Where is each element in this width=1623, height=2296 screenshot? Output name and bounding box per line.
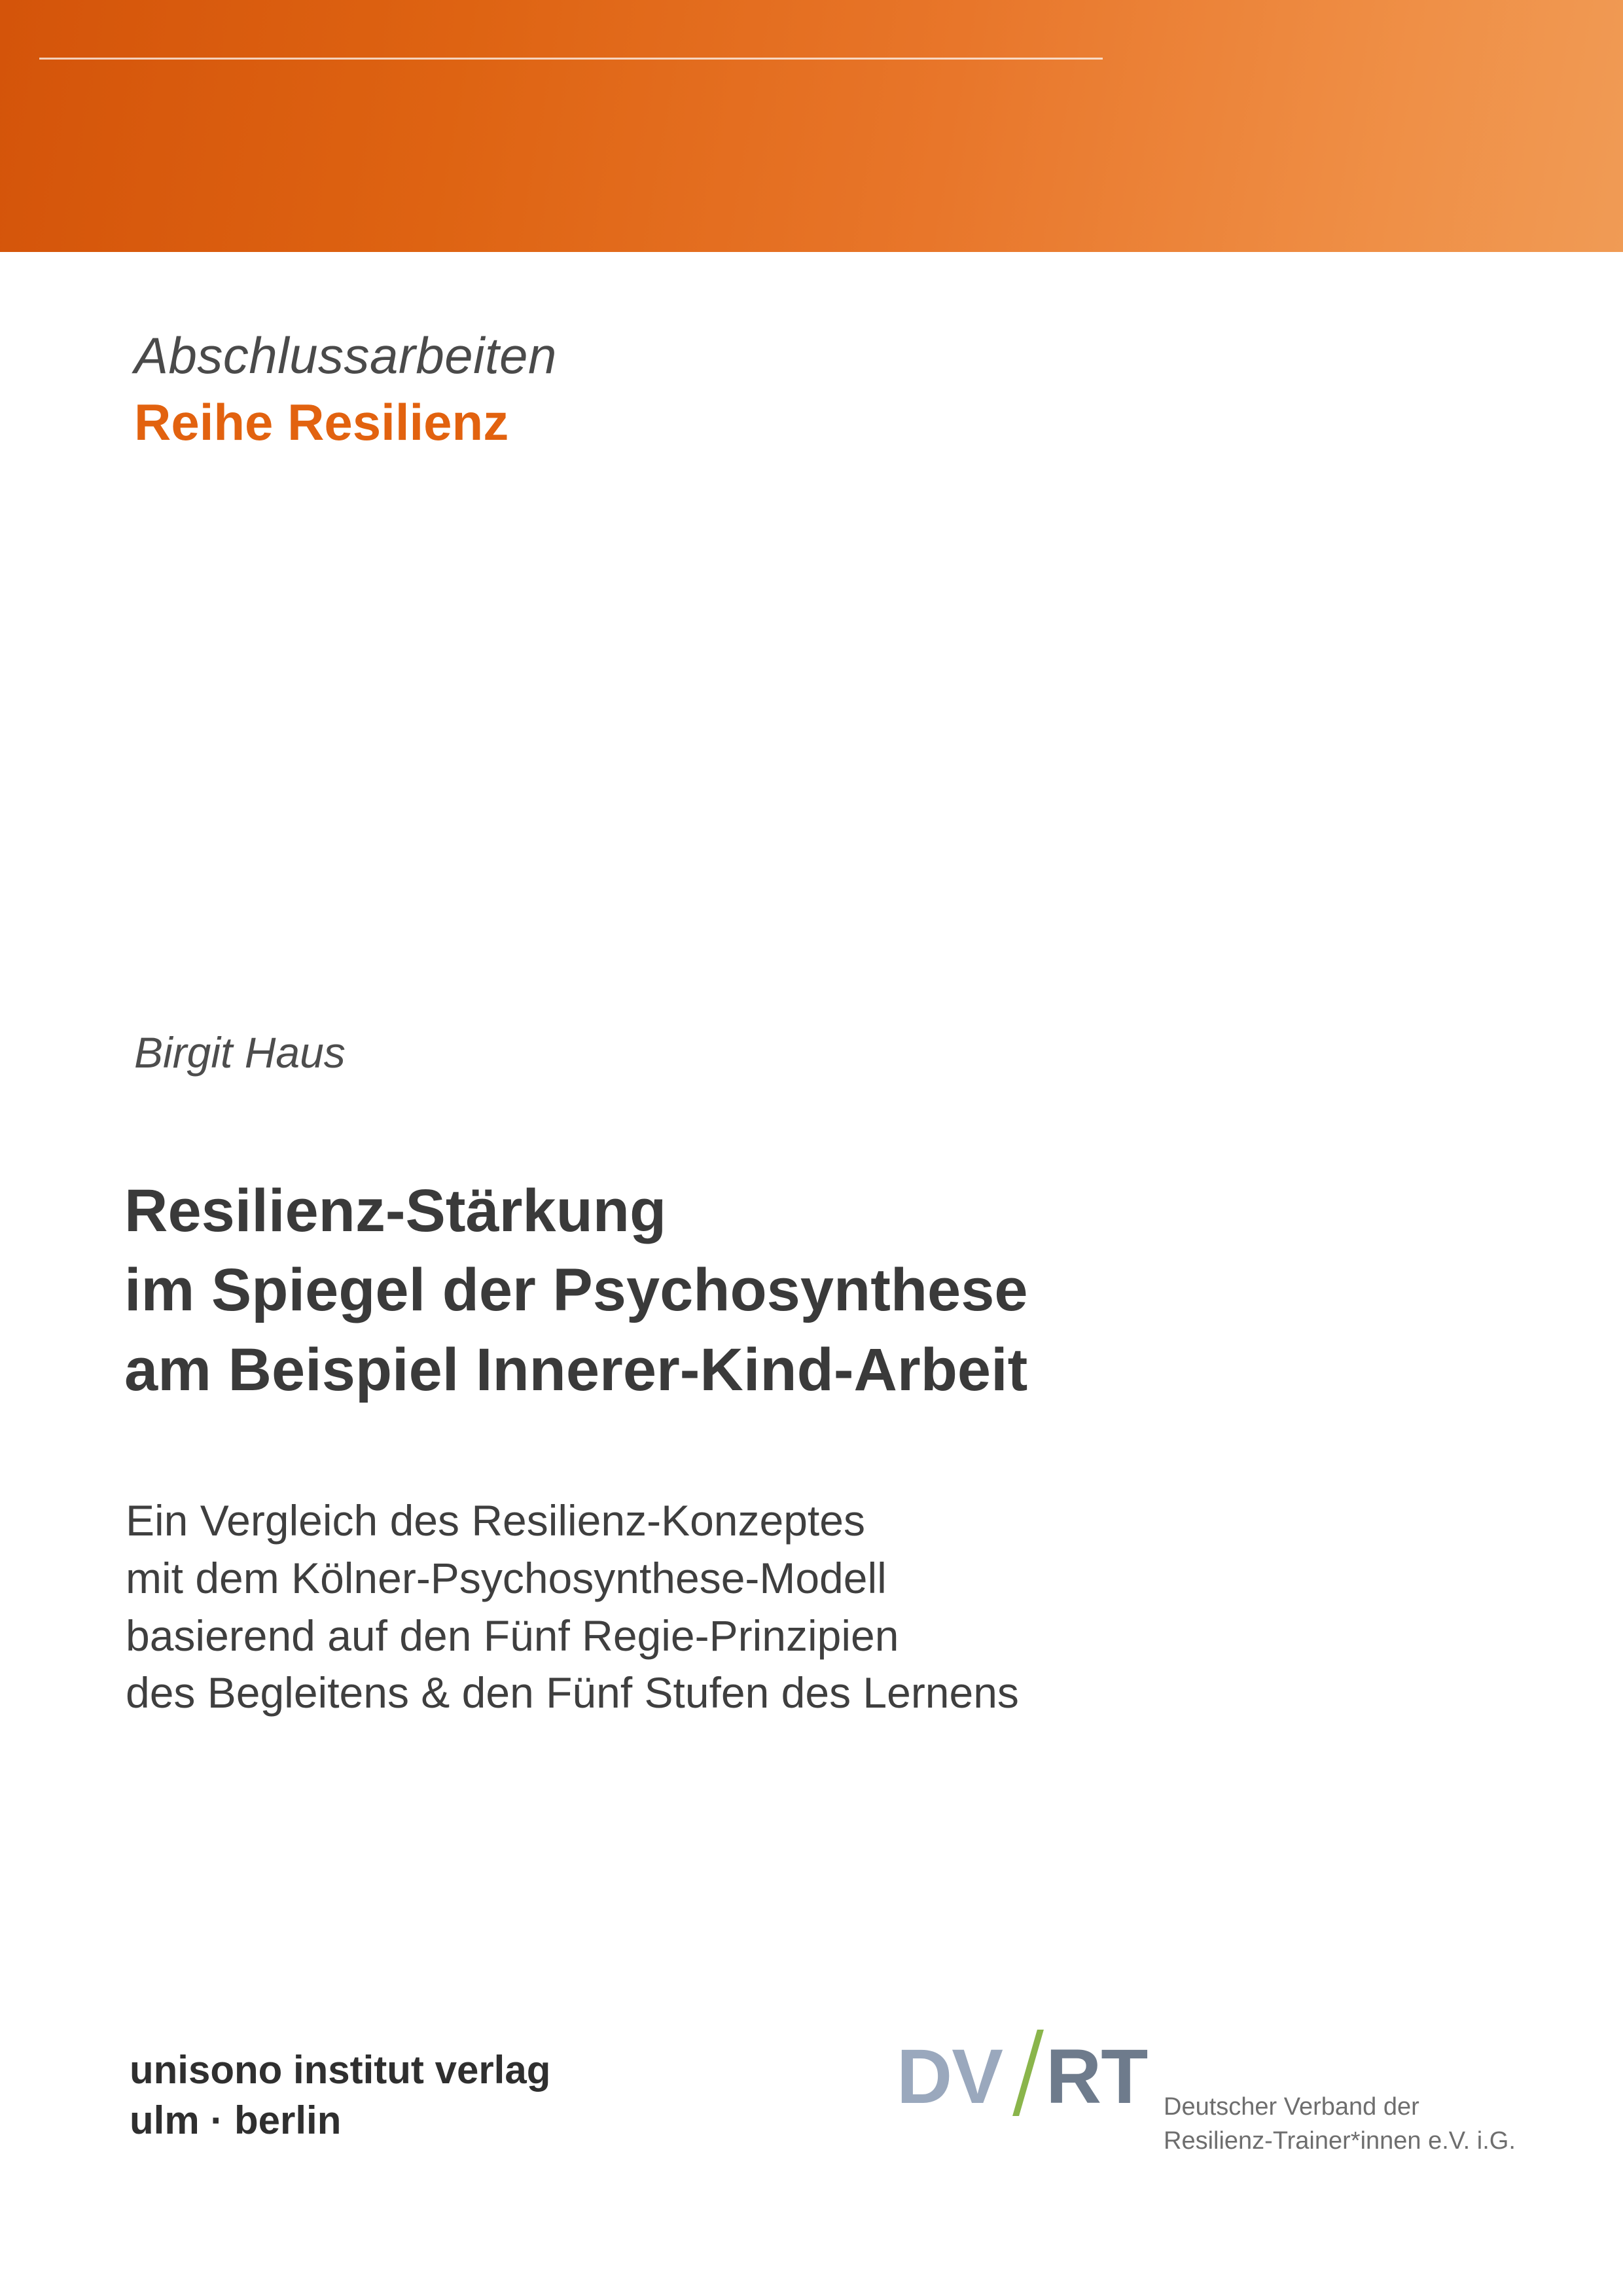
subtitle-line-3: basierend auf den Fünf Regie-Prinzipien [126,1611,899,1660]
title-line-3: am Beispiel Innerer-Kind-Arbeit [124,1336,1028,1403]
subtitle-line-4: des Begleitens & den Fünf Stufen des Lernens [126,1668,1019,1717]
publisher-name: unisono institut verlag [130,2048,551,2092]
series-block [134,327,1312,455]
author-name: Birgit Haus [134,1028,346,1077]
logo-subtitle [1164,2090,1516,2159]
title-line-2: im Spiegel der Psychosynthese [124,1257,1028,1324]
logo-rt-text: RT [1046,2034,1148,2120]
logo-subtitle-line-2: Resilienz-Trainer*innen e.V. i.G. [1164,2127,1516,2155]
title-line-1: Resilienz-Stärkung [124,1177,667,1244]
logo-slash-icon [1012,2030,1044,2116]
logo-subtitle-line-1: Deutscher Verband der [1164,2093,1419,2121]
publisher-block [130,2045,550,2146]
logo-dv-text: DV [897,2034,1003,2120]
dvrt-logo [897,2032,1516,2176]
series-name-label: Reihe Resilienz [134,393,509,452]
subtitle-line-2: mit dem Kölner-Psychosynthese-Modell [126,1553,887,1602]
book-subtitle [126,1492,1533,1722]
banner-divider-line [39,58,1103,60]
publisher-locations: ulm · berlin [130,2098,342,2142]
series-type-label: Abschlussarbeiten [134,327,557,384]
subtitle-line-1: Ein Vergleich des Resilienz-Konzeptes [126,1496,865,1545]
book-title [124,1172,1512,1410]
cover-top-banner [0,0,1623,252]
